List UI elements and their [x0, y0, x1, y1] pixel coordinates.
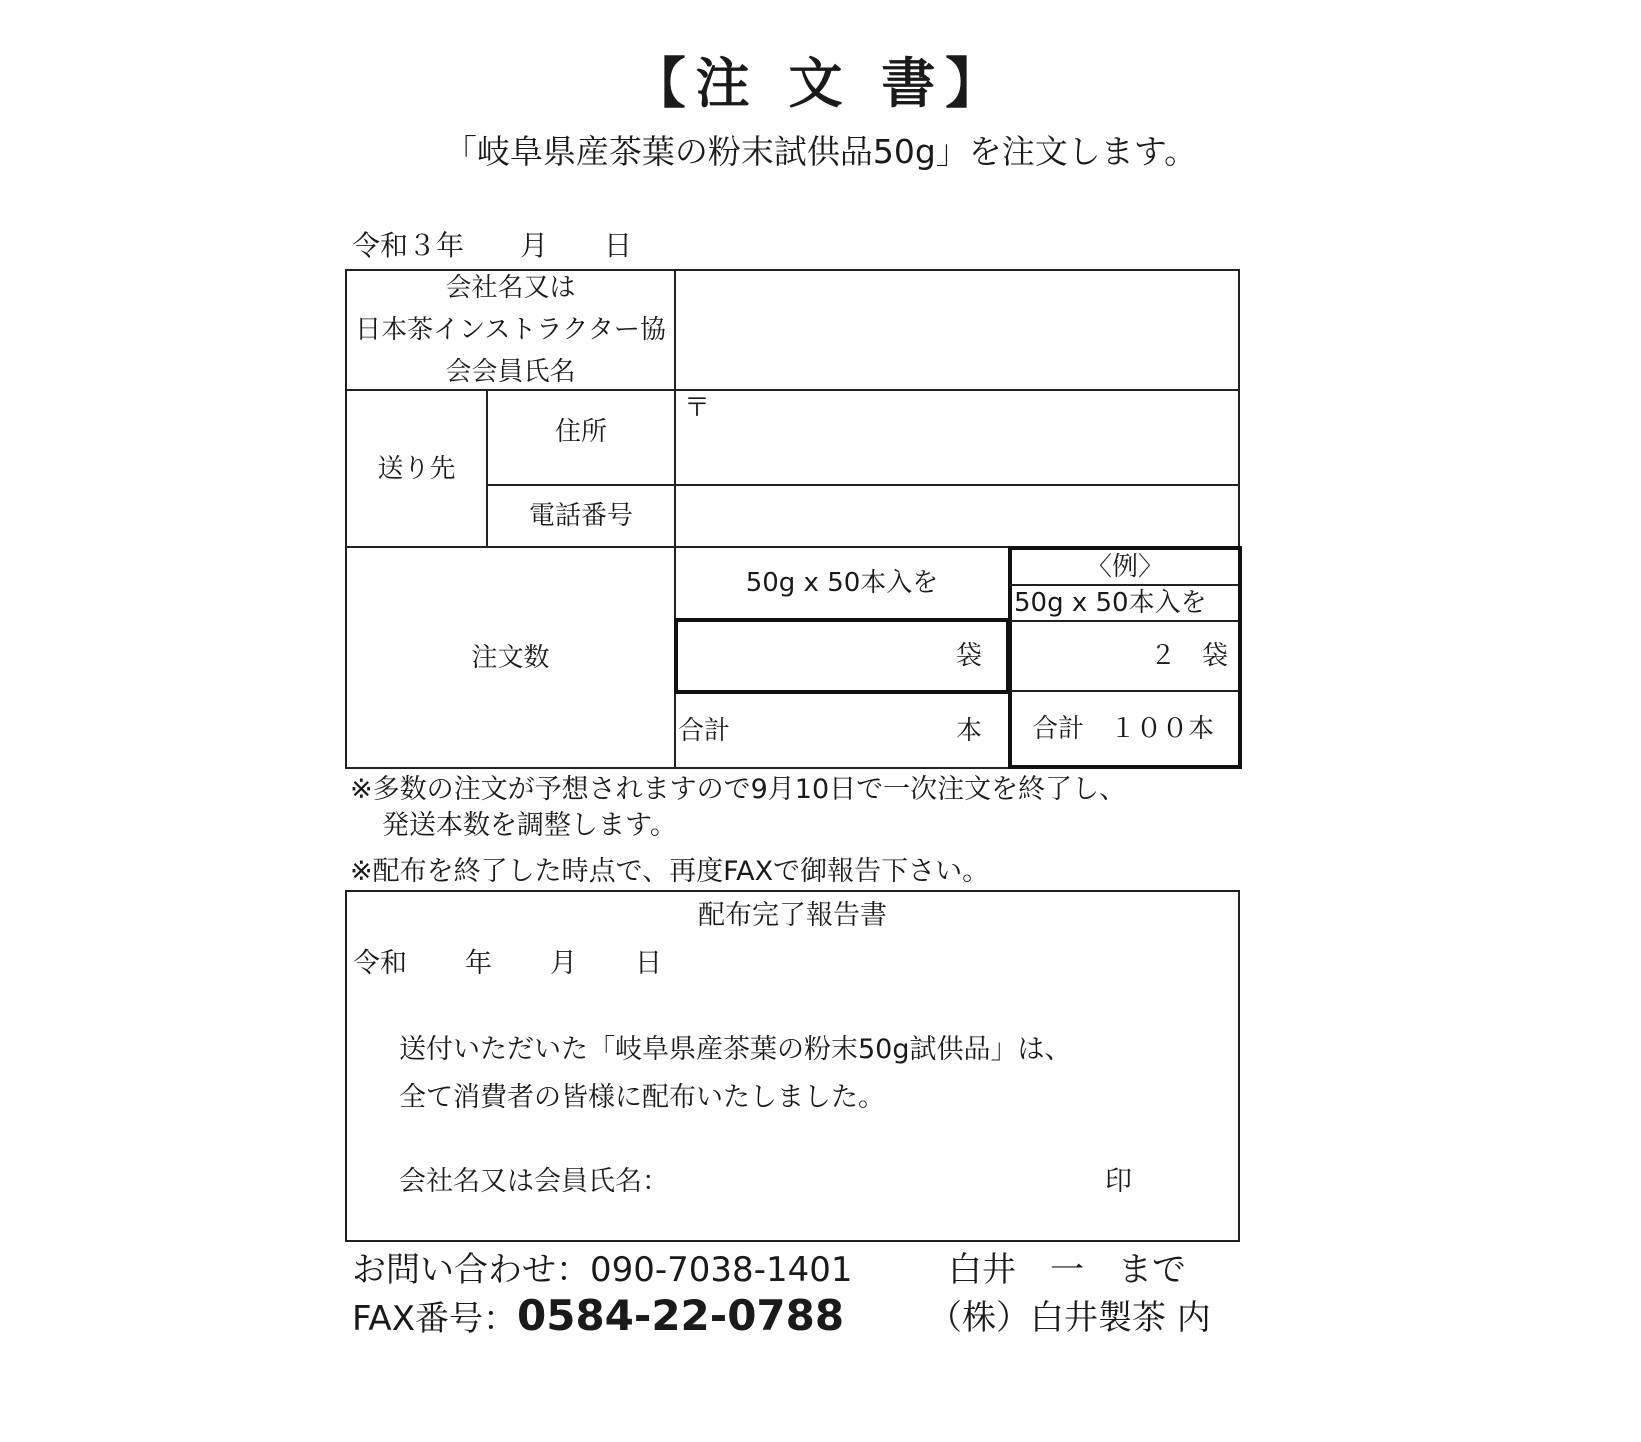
fax-number: 0584-22-0788	[517, 1291, 845, 1340]
phone-field[interactable]	[676, 486, 1238, 546]
document-subtitle: 「岐阜県産茶葉の粉末試供品50g」を注文します。	[443, 132, 1198, 171]
order-date-day: 日	[604, 229, 633, 262]
seal-label: 印	[1105, 1166, 1132, 1197]
bags-input[interactable]	[678, 622, 982, 690]
inquiry-person: 白井 一 まで	[948, 1250, 1186, 1290]
example-bags: ２ 袋	[1149, 641, 1228, 671]
company-label-line-1: 会社名又は	[445, 273, 576, 303]
report-date	[353, 946, 662, 982]
address-field[interactable]	[676, 391, 1238, 484]
note-1-line-1: ※多数の注文が予想されますので9月10日で一次注文を終了し、	[350, 774, 1127, 805]
quantity-label: 注文数	[471, 642, 550, 673]
order-date	[352, 228, 632, 264]
inquiry-line: お問い合わせ：090-7038-1401	[352, 1250, 853, 1290]
example-description: 50g x 50本入を	[1014, 588, 1207, 618]
report-date-era: 令和	[353, 948, 407, 979]
total-label: 合計	[678, 715, 731, 746]
bags-unit: 袋	[955, 641, 982, 671]
company-label-line-2: 日本茶インストラクター協	[355, 315, 666, 345]
example-label: 〈例〉	[1085, 552, 1164, 582]
report-date-day: 日	[635, 948, 662, 979]
total-row[interactable]	[676, 694, 1008, 767]
phone-label: 電話番号	[528, 501, 633, 531]
company-label	[347, 271, 674, 389]
postal-mark: 〒	[684, 393, 711, 423]
report-date-year: 年	[465, 948, 492, 979]
company-name-field[interactable]	[676, 271, 1238, 389]
pack-description: 50g x 50本入を	[745, 568, 939, 598]
note-1-line-2: 発送本数を調整します。	[382, 810, 677, 841]
note-2: ※配布を終了した時点で、再度FAXで御報告下さい。	[350, 856, 990, 887]
fax-label: FAX番号：	[352, 1299, 517, 1339]
order-date-era: 令和３年	[352, 229, 465, 262]
order-table	[345, 269, 1240, 769]
company-label-line-3: 会会員氏名	[445, 357, 576, 387]
report-title: 配布完了報告書	[698, 900, 887, 931]
fax-line	[352, 1291, 845, 1341]
example-total: 合計 １００本	[1031, 713, 1214, 744]
report-name-label: 会社名又は会員氏名：	[399, 1166, 669, 1197]
document-title: 【注 文 書】	[631, 52, 1010, 115]
report-date-month: 月	[550, 948, 577, 979]
report-body-line-2: 全て消費者の皆様に配布いたしました。	[399, 1082, 885, 1113]
company-name: （株）白井製茶 内	[928, 1298, 1211, 1338]
shipping-label: 送り先	[377, 453, 456, 484]
address-label: 住所	[554, 417, 607, 447]
report-body-line-1: 送付いただいた「岐阜県産茶葉の粉末50g試供品」は、	[399, 1034, 1072, 1065]
order-date-month: 月	[520, 229, 549, 262]
total-unit: 本	[955, 715, 982, 746]
completion-report	[345, 890, 1240, 1242]
